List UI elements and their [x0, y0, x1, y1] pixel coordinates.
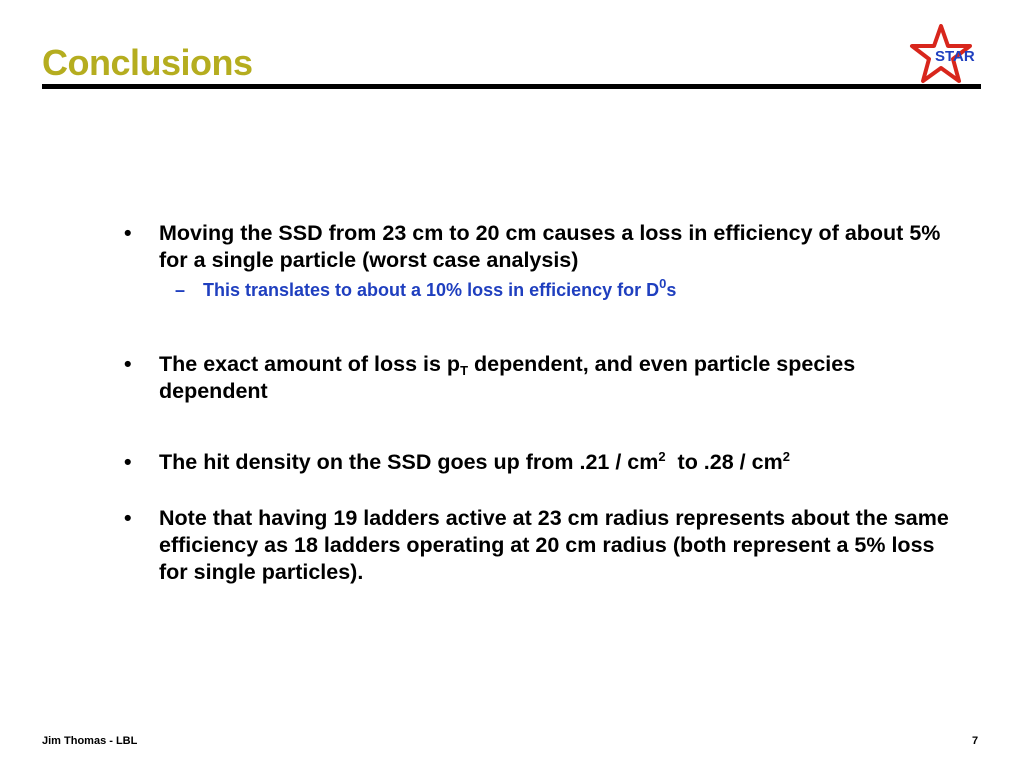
superscript: 2 — [658, 449, 666, 464]
bullet-item-1 — [124, 220, 954, 274]
sub-bullet-text-part: This translates to about a 10% loss in efficiency for D — [203, 280, 660, 300]
bullet-item-3 — [124, 449, 954, 476]
bullet-list — [124, 220, 954, 586]
subscript: T — [460, 363, 469, 378]
sub-bullet-text — [203, 278, 676, 302]
sub-bullet-item — [175, 278, 954, 302]
bullet-text-part: The exact amount of loss is p — [159, 352, 461, 376]
superscript: 0 — [659, 276, 667, 291]
bullet-text: Note that having 19 ladders active at 23 cm radius represents about the same efficiency as 18 ladders operating at 20 cm radius (both represent a 5% loss for single particles). — [159, 506, 949, 584]
sub-bullet-text-suffix: s — [666, 280, 677, 300]
footer-author: Jim Thomas - LBL — [42, 735, 138, 747]
bullet-text — [159, 449, 954, 476]
bullet-text-middle: to .28 / cm — [665, 450, 783, 474]
bullet-text — [159, 351, 954, 405]
superscript: 2 — [782, 449, 790, 464]
dash-marker: – — [175, 280, 186, 300]
star-logo-text: STAR — [935, 48, 975, 65]
bullet-text-suffix: dependent, and even particle species dependent — [159, 352, 856, 403]
bullet-item-4 — [124, 505, 954, 586]
bullet-marker: • — [124, 450, 132, 474]
bullet-marker: • — [124, 506, 132, 530]
star-logo — [908, 24, 984, 84]
bullet-text: Moving the SSD from 23 cm to 20 cm causes a loss in efficiency of about 5% for a single particle (worst case analysis) — [159, 221, 941, 272]
page-title: Conclusions — [42, 42, 253, 83]
title-underline — [42, 84, 981, 89]
bullet-marker: • — [124, 221, 132, 245]
bullet-marker: • — [124, 352, 132, 376]
bullet-text-part: The hit density on the SSD goes up from .21 / cm — [159, 450, 659, 474]
bullet-item-2 — [124, 351, 954, 405]
page-number: 7 — [972, 735, 979, 747]
